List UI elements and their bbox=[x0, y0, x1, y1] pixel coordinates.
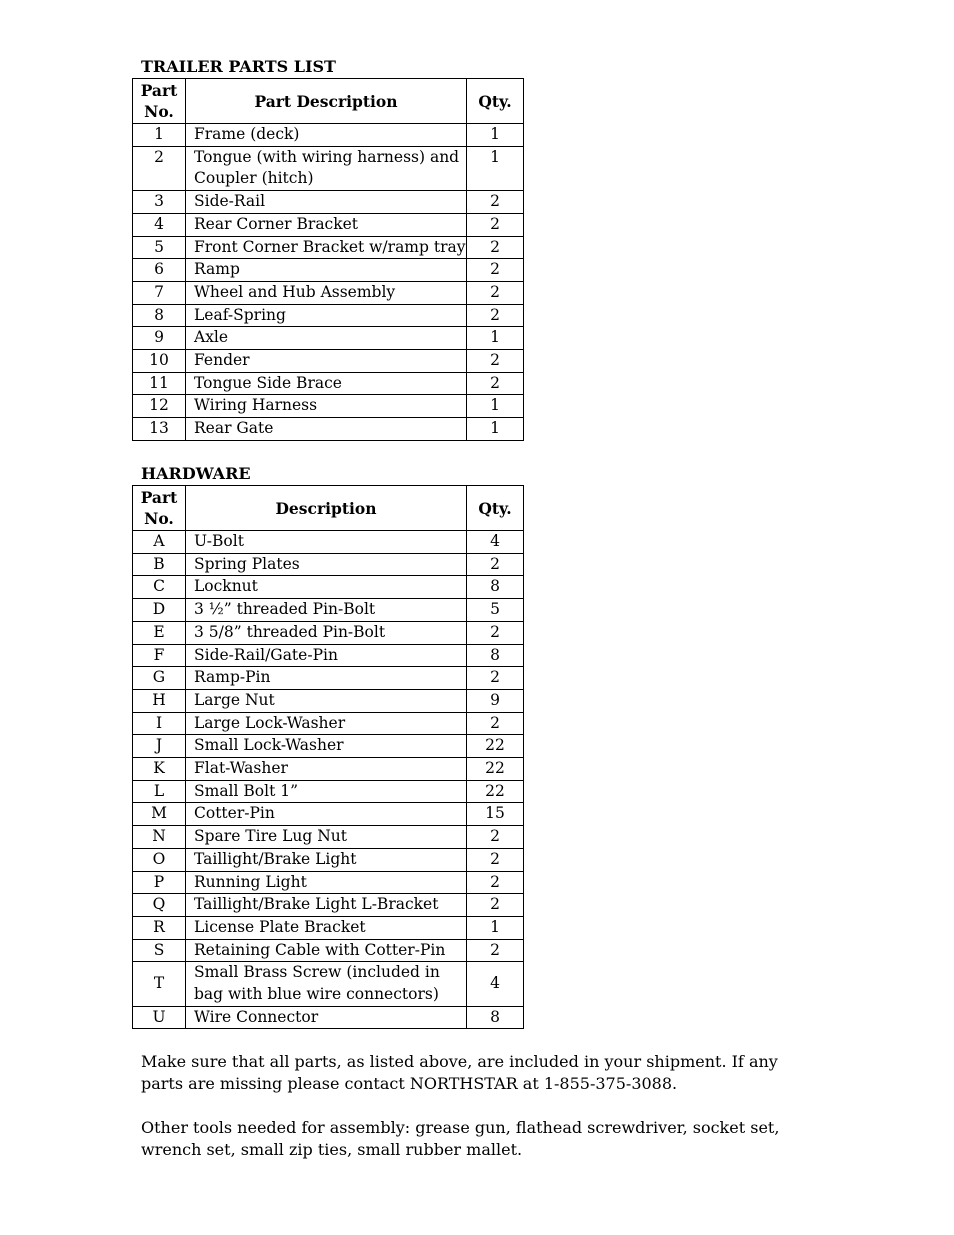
part-number-cell: R bbox=[133, 916, 186, 939]
parts-list-table bbox=[132, 78, 524, 441]
quantity-cell: 5 bbox=[467, 599, 524, 622]
quantity-cell: 2 bbox=[467, 259, 524, 282]
description-cell: Running Light bbox=[186, 871, 467, 894]
table-row bbox=[133, 871, 524, 894]
part-number-cell: 7 bbox=[133, 281, 186, 304]
quantity-cell: 1 bbox=[467, 418, 524, 441]
description-cell: Front Corner Bracket w/ramp tray bbox=[186, 236, 467, 259]
description-cell: Locknut bbox=[186, 576, 467, 599]
description-cell: Spring Plates bbox=[186, 553, 467, 576]
hardware-table bbox=[132, 485, 524, 1029]
description-cell: Cotter-Pin bbox=[186, 803, 467, 826]
quantity-cell: 1 bbox=[467, 916, 524, 939]
table-row bbox=[133, 621, 524, 644]
part-number-cell: J bbox=[133, 735, 186, 758]
description-cell: Wire Connector bbox=[186, 1006, 467, 1029]
table-row bbox=[133, 848, 524, 871]
part-number-cell: H bbox=[133, 689, 186, 712]
table-row bbox=[133, 124, 524, 147]
table-row bbox=[133, 304, 524, 327]
quantity-cell: 8 bbox=[467, 576, 524, 599]
part-number-cell: C bbox=[133, 576, 186, 599]
description-cell: Axle bbox=[186, 327, 467, 350]
part-number-cell: 3 bbox=[133, 191, 186, 214]
description-cell: Rear Corner Bracket bbox=[186, 213, 467, 236]
description-cell: Taillight/Brake Light bbox=[186, 848, 467, 871]
header-part-description: Part Description bbox=[186, 79, 467, 124]
description-cell: Side-Rail/Gate-Pin bbox=[186, 644, 467, 667]
part-number-cell: 12 bbox=[133, 395, 186, 418]
quantity-cell: 15 bbox=[467, 803, 524, 826]
quantity-cell: 22 bbox=[467, 735, 524, 758]
table-row bbox=[133, 531, 524, 554]
table-row bbox=[133, 712, 524, 735]
header-part-no: Part No. bbox=[133, 79, 186, 124]
quantity-cell: 2 bbox=[467, 848, 524, 871]
part-number-cell: I bbox=[133, 712, 186, 735]
part-number-cell: 4 bbox=[133, 213, 186, 236]
part-number-cell: 9 bbox=[133, 327, 186, 350]
part-number-cell: N bbox=[133, 826, 186, 849]
part-number-cell: F bbox=[133, 644, 186, 667]
table-row bbox=[133, 327, 524, 350]
part-number-cell: T bbox=[133, 962, 186, 1006]
part-number-cell: 6 bbox=[133, 259, 186, 282]
table-row bbox=[133, 667, 524, 690]
description-cell: Small Brass Screw (included in bag with blue wire connectors) bbox=[186, 962, 467, 1006]
part-number-cell: G bbox=[133, 667, 186, 690]
header-qty: Qty. bbox=[467, 486, 524, 531]
table-row bbox=[133, 395, 524, 418]
description-cell: Frame (deck) bbox=[186, 124, 467, 147]
part-number-cell: O bbox=[133, 848, 186, 871]
quantity-cell: 2 bbox=[467, 281, 524, 304]
part-number-cell: L bbox=[133, 780, 186, 803]
header-description: Description bbox=[186, 486, 467, 531]
table-row bbox=[133, 780, 524, 803]
description-cell: U-Bolt bbox=[186, 531, 467, 554]
parts-list-body bbox=[133, 124, 524, 441]
table-row bbox=[133, 418, 524, 441]
table-row bbox=[133, 146, 524, 190]
description-cell: Ramp-Pin bbox=[186, 667, 467, 690]
table-row bbox=[133, 599, 524, 622]
quantity-cell: 2 bbox=[467, 939, 524, 962]
shipment-note: Make sure that all parts, as listed above, are included in your shipment. If any parts are missing please contact NORTHSTAR at 1-855-375-3088. bbox=[141, 1052, 778, 1093]
table-row bbox=[133, 894, 524, 917]
part-number-cell: 5 bbox=[133, 236, 186, 259]
part-number-cell: 1 bbox=[133, 124, 186, 147]
header-part-no: Part No. bbox=[133, 486, 186, 531]
quantity-cell: 4 bbox=[467, 962, 524, 1006]
table-row bbox=[133, 803, 524, 826]
hardware-title: HARDWARE bbox=[141, 464, 251, 483]
quantity-cell: 2 bbox=[467, 871, 524, 894]
table-row bbox=[133, 350, 524, 373]
description-cell: Tongue (with wiring harness) and Coupler (hitch) bbox=[186, 146, 467, 190]
description-cell: Taillight/Brake Light L-Bracket bbox=[186, 894, 467, 917]
table-row bbox=[133, 916, 524, 939]
part-number-cell: S bbox=[133, 939, 186, 962]
quantity-cell: 2 bbox=[467, 826, 524, 849]
table-header-row bbox=[133, 79, 524, 124]
table-row bbox=[133, 735, 524, 758]
description-cell: Spare Tire Lug Nut bbox=[186, 826, 467, 849]
description-cell: Ramp bbox=[186, 259, 467, 282]
table-row bbox=[133, 962, 524, 1006]
part-number-cell: M bbox=[133, 803, 186, 826]
header-qty: Qty. bbox=[467, 79, 524, 124]
part-number-cell: U bbox=[133, 1006, 186, 1029]
part-number-cell: 13 bbox=[133, 418, 186, 441]
part-number-cell: E bbox=[133, 621, 186, 644]
description-cell: Tongue Side Brace bbox=[186, 372, 467, 395]
quantity-cell: 2 bbox=[467, 621, 524, 644]
table-row bbox=[133, 758, 524, 781]
part-number-cell: A bbox=[133, 531, 186, 554]
table-row bbox=[133, 372, 524, 395]
quantity-cell: 2 bbox=[467, 350, 524, 373]
table-header-row bbox=[133, 486, 524, 531]
quantity-cell: 8 bbox=[467, 1006, 524, 1029]
table-row bbox=[133, 689, 524, 712]
table-row bbox=[133, 644, 524, 667]
quantity-cell: 2 bbox=[467, 553, 524, 576]
quantity-cell: 1 bbox=[467, 327, 524, 350]
quantity-cell: 2 bbox=[467, 304, 524, 327]
quantity-cell: 22 bbox=[467, 780, 524, 803]
description-cell: Small Lock-Washer bbox=[186, 735, 467, 758]
description-cell: Leaf-Spring bbox=[186, 304, 467, 327]
part-number-cell: P bbox=[133, 871, 186, 894]
quantity-cell: 2 bbox=[467, 372, 524, 395]
table-row bbox=[133, 259, 524, 282]
part-number-cell: 10 bbox=[133, 350, 186, 373]
description-cell: 3 5/8” threaded Pin-Bolt bbox=[186, 621, 467, 644]
table-row bbox=[133, 1006, 524, 1029]
description-cell: Rear Gate bbox=[186, 418, 467, 441]
description-cell: Small Bolt 1” bbox=[186, 780, 467, 803]
description-cell: Retaining Cable with Cotter-Pin bbox=[186, 939, 467, 962]
table-row bbox=[133, 281, 524, 304]
quantity-cell: 8 bbox=[467, 644, 524, 667]
tools-note: Other tools needed for assembly: grease gun, flathead screwdriver, socket set, wrench set, small zip ties, small rubber mallet. bbox=[141, 1118, 780, 1159]
description-cell: Side-Rail bbox=[186, 191, 467, 214]
quantity-cell: 2 bbox=[467, 667, 524, 690]
description-cell: Large Lock-Washer bbox=[186, 712, 467, 735]
description-cell: Wheel and Hub Assembly bbox=[186, 281, 467, 304]
quantity-cell: 2 bbox=[467, 213, 524, 236]
table-row bbox=[133, 213, 524, 236]
hardware-body bbox=[133, 531, 524, 1029]
part-number-cell: Q bbox=[133, 894, 186, 917]
quantity-cell: 1 bbox=[467, 395, 524, 418]
quantity-cell: 1 bbox=[467, 124, 524, 147]
table-row bbox=[133, 236, 524, 259]
description-cell: Flat-Washer bbox=[186, 758, 467, 781]
description-cell: Wiring Harness bbox=[186, 395, 467, 418]
part-number-cell: 11 bbox=[133, 372, 186, 395]
table-row bbox=[133, 939, 524, 962]
quantity-cell: 22 bbox=[467, 758, 524, 781]
part-number-cell: K bbox=[133, 758, 186, 781]
part-number-cell: D bbox=[133, 599, 186, 622]
quantity-cell: 1 bbox=[467, 146, 524, 190]
part-number-cell: 2 bbox=[133, 146, 186, 190]
part-number-cell: 8 bbox=[133, 304, 186, 327]
table-row bbox=[133, 576, 524, 599]
part-number-cell: B bbox=[133, 553, 186, 576]
table-row bbox=[133, 553, 524, 576]
quantity-cell: 9 bbox=[467, 689, 524, 712]
parts-list-title: TRAILER PARTS LIST bbox=[141, 57, 336, 76]
quantity-cell: 4 bbox=[467, 531, 524, 554]
description-cell: Large Nut bbox=[186, 689, 467, 712]
quantity-cell: 2 bbox=[467, 236, 524, 259]
description-cell: License Plate Bracket bbox=[186, 916, 467, 939]
quantity-cell: 2 bbox=[467, 894, 524, 917]
quantity-cell: 2 bbox=[467, 191, 524, 214]
table-row bbox=[133, 826, 524, 849]
quantity-cell: 2 bbox=[467, 712, 524, 735]
description-cell: 3 ½” threaded Pin-Bolt bbox=[186, 599, 467, 622]
table-row bbox=[133, 191, 524, 214]
description-cell: Fender bbox=[186, 350, 467, 373]
